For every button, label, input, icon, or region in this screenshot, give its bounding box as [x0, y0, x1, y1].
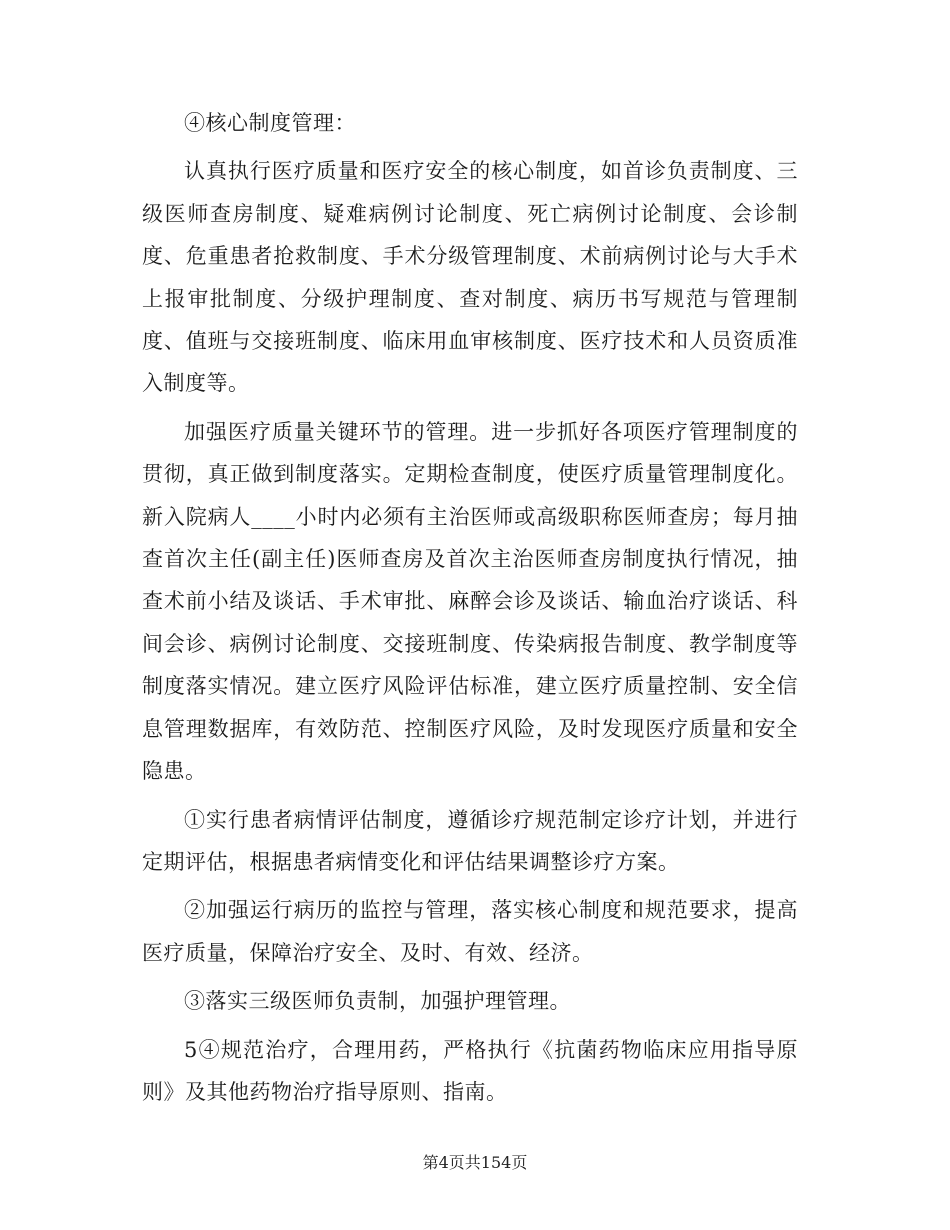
paragraph-key-links: 加强医疗质量关键环节的管理。进一步抓好各项医疗管理制度的贯彻，真正做到制度落实。定期检查制度，使医疗质量管理制度化。新入院病人____小时内必须有主治医师或高级职称医师查房；每月抽查首次主任(副主任)医师查房及首次主治医师查房制度执行情况，抽查术前小结及谈话、手术审批、麻醉会诊及谈话、输血治疗谈话、科间会诊、病例讨论制度、交接班制度、传染病报告制度、教学制度等制度落实情况。建立医疗风险评估标准，建立医疗质量控制、安全信息管理数据库，有效防范、控制医疗风险，及时发现医疗质量和安全隐患。 — [142, 419, 798, 784]
page-number-footer: 第4页共154页 — [422, 1153, 528, 1172]
section-heading: ④核心制度管理： — [184, 111, 356, 135]
paragraph-core-systems: 认真执行医疗质量和医疗安全的核心制度，如首诊负责制度、三级医师查房制度、疑难病例讨论制度、死亡病例讨论制度、会诊制度、危重患者抢救制度、手术分级管理制度、术前病例讨论与大手术上报审批制度、分级护理制度、查对制度、病历书写规范与管理制度、值班与交接班制度、临床用血审核制度、医疗技术和人员资质准入制度等。 — [142, 159, 798, 396]
document-body — [142, 102, 798, 1113]
paragraph-item-1: ①实行患者病情评估制度，遵循诊疗规范制定诊疗计划，并进行定期评估，根据患者病情变化和评估结果调整诊疗方案。 — [142, 807, 798, 874]
paragraph-item-3: ③落实三级医师负责制，加强护理管理。 — [184, 989, 571, 1014]
paragraph-item-2: ②加强运行病历的监控与管理，落实核心制度和规范要求，提高医疗质量，保障治疗安全、及时、有效、经济。 — [142, 898, 798, 965]
paragraph-item-4: 5④规范治疗，合理用药，严格执行《抗菌药物临床应用指导原则》及其他药物治疗指导原则、指南。 — [142, 1037, 798, 1104]
